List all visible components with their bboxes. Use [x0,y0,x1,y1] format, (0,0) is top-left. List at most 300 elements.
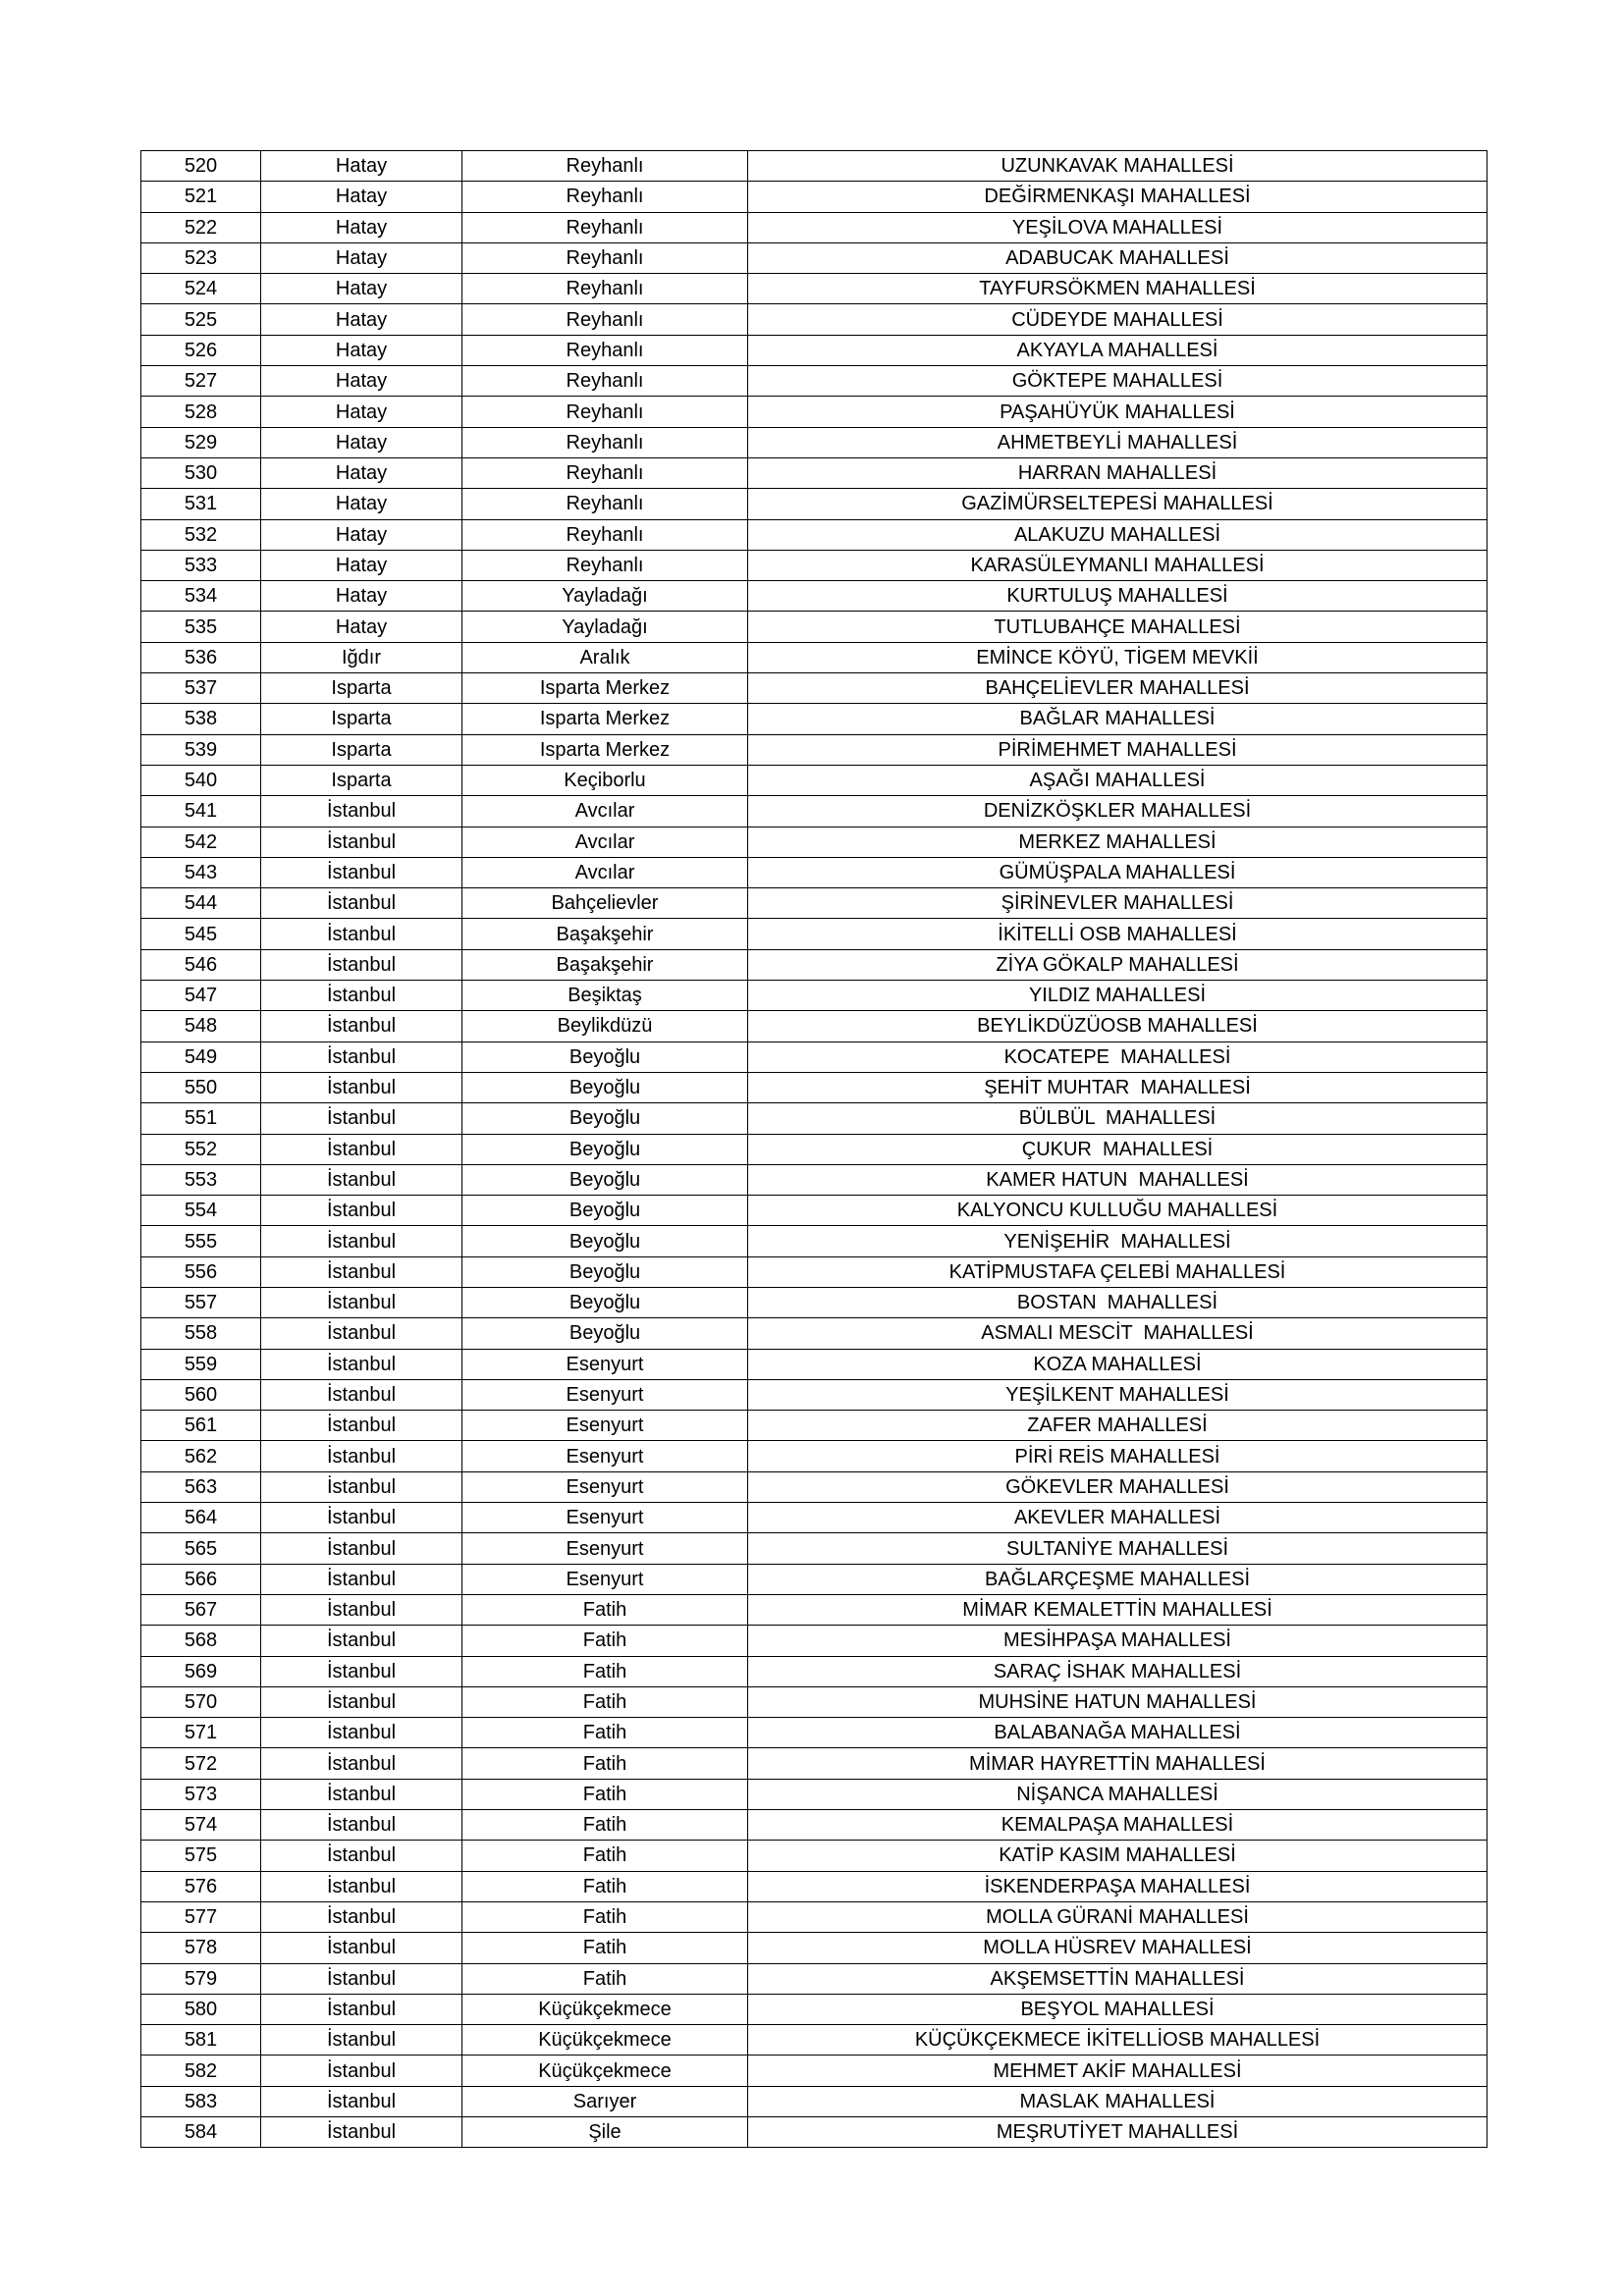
neighbourhood-cell: KAMER HATUN MAHALLESİ [748,1164,1488,1195]
table-row [141,212,1488,242]
province-cell: İstanbul [261,1594,462,1625]
neighbourhood-cell: ZİYA GÖKALP MAHALLESİ [748,949,1488,980]
table-row [141,1533,1488,1564]
row-number-cell: 551 [141,1103,261,1134]
table-row [141,1963,1488,1994]
province-cell: İstanbul [261,1994,462,2024]
district-cell: Isparta Merkez [462,734,748,765]
row-number-cell: 539 [141,734,261,765]
neighbourhood-cell: ÇUKUR MAHALLESİ [748,1134,1488,1164]
neighbourhood-cell: NİŞANCA MAHALLESİ [748,1779,1488,1809]
row-number-cell: 570 [141,1686,261,1717]
province-cell: İstanbul [261,1226,462,1256]
row-number-cell: 572 [141,1748,261,1779]
table-row [141,981,1488,1011]
province-cell: İstanbul [261,1748,462,1779]
row-number-cell: 549 [141,1041,261,1072]
province-cell: İstanbul [261,981,462,1011]
district-cell: Esenyurt [462,1533,748,1564]
table-row [141,1349,1488,1379]
table-row [141,274,1488,304]
district-cell: Beyoğlu [462,1196,748,1226]
district-cell: Beyoğlu [462,1134,748,1164]
neighbourhood-cell: AKŞEMSETTİN MAHALLESİ [748,1963,1488,1994]
district-cell: Reyhanlı [462,427,748,457]
district-cell: Reyhanlı [462,182,748,212]
neighbourhood-cell: SULTANİYE MAHALLESİ [748,1533,1488,1564]
table-row [141,2117,1488,2148]
province-cell: İstanbul [261,919,462,949]
district-cell: Beyoğlu [462,1256,748,1287]
table-row [141,673,1488,704]
table-row [141,304,1488,335]
district-cell: Yayladağı [462,581,748,612]
neighbourhood-table [140,150,1488,2148]
district-cell: Reyhanlı [462,489,748,519]
neighbourhood-cell: KÜÇÜKÇEKMECE İKİTELLİOSB MAHALLESİ [748,2025,1488,2056]
district-cell: Beyoğlu [462,1318,748,1349]
province-cell: Hatay [261,335,462,365]
neighbourhood-cell: MOLLA HÜSREV MAHALLESİ [748,1933,1488,1963]
row-number-cell: 530 [141,457,261,488]
district-cell: Başakşehir [462,949,748,980]
table-row [141,765,1488,795]
row-number-cell: 541 [141,796,261,827]
table-row [141,734,1488,765]
row-number-cell: 559 [141,1349,261,1379]
district-cell: Beylikdüzü [462,1011,748,1041]
district-cell: Avcılar [462,796,748,827]
row-number-cell: 577 [141,1901,261,1932]
neighbourhood-cell: AKYAYLA MAHALLESİ [748,335,1488,365]
row-number-cell: 565 [141,1533,261,1564]
row-number-cell: 554 [141,1196,261,1226]
district-cell: Fatih [462,1748,748,1779]
row-number-cell: 545 [141,919,261,949]
neighbourhood-cell: MASLAK MAHALLESİ [748,2086,1488,2116]
table-row [141,1041,1488,1072]
table-row [141,1256,1488,1287]
neighbourhood-cell: KALYONCU KULLUĞU MAHALLESİ [748,1196,1488,1226]
district-cell: Esenyurt [462,1379,748,1410]
row-number-cell: 552 [141,1134,261,1164]
table-row [141,366,1488,397]
district-cell: Reyhanlı [462,519,748,550]
district-cell: Fatih [462,1594,748,1625]
neighbourhood-cell: MUHSİNE HATUN MAHALLESİ [748,1686,1488,1717]
district-cell: Isparta Merkez [462,704,748,734]
province-cell: İstanbul [261,2117,462,2148]
neighbourhood-cell: BAĞLAR MAHALLESİ [748,704,1488,734]
row-number-cell: 579 [141,1963,261,1994]
neighbourhood-cell: İSKENDERPAŞA MAHALLESİ [748,1871,1488,1901]
row-number-cell: 583 [141,2086,261,2116]
province-cell: İstanbul [261,1871,462,1901]
province-cell: İstanbul [261,796,462,827]
table-row [141,1441,1488,1471]
row-number-cell: 547 [141,981,261,1011]
province-cell: İstanbul [261,2025,462,2056]
province-cell: İstanbul [261,1287,462,1317]
table-row [141,457,1488,488]
row-number-cell: 558 [141,1318,261,1349]
province-cell: İstanbul [261,1626,462,1656]
district-cell: Fatih [462,1779,748,1809]
province-cell: İstanbul [261,1718,462,1748]
province-cell: Hatay [261,242,462,273]
district-cell: Fatih [462,1901,748,1932]
neighbourhood-cell: YENİŞEHİR MAHALLESİ [748,1226,1488,1256]
district-cell: Fatih [462,1871,748,1901]
row-number-cell: 543 [141,857,261,887]
row-number-cell: 555 [141,1226,261,1256]
table-row [141,550,1488,580]
table-row [141,519,1488,550]
neighbourhood-cell: TUTLUBAHÇE MAHALLESİ [748,612,1488,642]
district-cell: Beyoğlu [462,1041,748,1072]
row-number-cell: 536 [141,642,261,672]
neighbourhood-cell: BÜLBÜL MAHALLESİ [748,1103,1488,1134]
district-cell: Esenyurt [462,1503,748,1533]
table-row [141,1564,1488,1594]
neighbourhood-cell: ADABUCAK MAHALLESİ [748,242,1488,273]
table-row [141,612,1488,642]
province-cell: İstanbul [261,1933,462,1963]
neighbourhood-cell: ZAFER MAHALLESİ [748,1411,1488,1441]
table-row [141,1656,1488,1686]
province-cell: Isparta [261,734,462,765]
row-number-cell: 534 [141,581,261,612]
row-number-cell: 578 [141,1933,261,1963]
district-cell: Fatih [462,1933,748,1963]
table-row [141,1226,1488,1256]
row-number-cell: 561 [141,1411,261,1441]
province-cell: Iğdır [261,642,462,672]
province-cell: Hatay [261,489,462,519]
row-number-cell: 522 [141,212,261,242]
province-cell: Hatay [261,457,462,488]
district-cell: Avcılar [462,827,748,857]
neighbourhood-cell: CÜDEYDE MAHALLESİ [748,304,1488,335]
neighbourhood-cell: İKİTELLİ OSB MAHALLESİ [748,919,1488,949]
table-row [141,242,1488,273]
row-number-cell: 542 [141,827,261,857]
province-cell: İstanbul [261,2086,462,2116]
neighbourhood-cell: BALABANAĞA MAHALLESİ [748,1718,1488,1748]
province-cell: Hatay [261,550,462,580]
province-cell: Hatay [261,581,462,612]
neighbourhood-cell: ŞEHİT MUHTAR MAHALLESİ [748,1072,1488,1102]
province-cell: İstanbul [261,1349,462,1379]
district-cell: Aralık [462,642,748,672]
table-row [141,1379,1488,1410]
district-cell: Esenyurt [462,1441,748,1471]
neighbourhood-cell: KOCATEPE MAHALLESİ [748,1041,1488,1072]
province-cell: İstanbul [261,1841,462,1871]
province-cell: Isparta [261,673,462,704]
province-cell: Hatay [261,151,462,182]
row-number-cell: 556 [141,1256,261,1287]
province-cell: İstanbul [261,1318,462,1349]
district-cell: Yayladağı [462,612,748,642]
district-cell: Esenyurt [462,1564,748,1594]
province-cell: Isparta [261,704,462,734]
neighbourhood-cell: BAHÇELİEVLER MAHALLESİ [748,673,1488,704]
row-number-cell: 533 [141,550,261,580]
table-row [141,1103,1488,1134]
neighbourhood-cell: AKEVLER MAHALLESİ [748,1503,1488,1533]
row-number-cell: 527 [141,366,261,397]
province-cell: İstanbul [261,1656,462,1686]
row-number-cell: 560 [141,1379,261,1410]
row-number-cell: 562 [141,1441,261,1471]
neighbourhood-cell: BAĞLARÇEŞME MAHALLESİ [748,1564,1488,1594]
neighbourhood-cell: KARASÜLEYMANLI MAHALLESİ [748,550,1488,580]
district-cell: Fatih [462,1656,748,1686]
table-row [141,1686,1488,1717]
province-cell: İstanbul [261,1779,462,1809]
province-cell: Hatay [261,427,462,457]
table-row [141,1072,1488,1102]
district-cell: Başakşehir [462,919,748,949]
neighbourhood-cell: YEŞİLKENT MAHALLESİ [748,1379,1488,1410]
table-body [141,151,1488,2148]
table-row [141,1503,1488,1533]
neighbourhood-cell: KOZA MAHALLESİ [748,1349,1488,1379]
table-row [141,1810,1488,1841]
row-number-cell: 573 [141,1779,261,1809]
table-row [141,1134,1488,1164]
table-row [141,1933,1488,1963]
table-row [141,1901,1488,1932]
table-row [141,888,1488,919]
row-number-cell: 544 [141,888,261,919]
table-row [141,1011,1488,1041]
row-number-cell: 575 [141,1841,261,1871]
neighbourhood-cell: PİRİMEHMET MAHALLESİ [748,734,1488,765]
district-cell: Küçükçekmece [462,2056,748,2086]
province-cell: İstanbul [261,1901,462,1932]
province-cell: Hatay [261,519,462,550]
neighbourhood-cell: UZUNKAVAK MAHALLESİ [748,151,1488,182]
province-cell: İstanbul [261,827,462,857]
neighbourhood-cell: BOSTAN MAHALLESİ [748,1287,1488,1317]
row-number-cell: 525 [141,304,261,335]
province-cell: İstanbul [261,1810,462,1841]
table-row [141,1471,1488,1502]
district-cell: Reyhanlı [462,151,748,182]
table-row [141,1994,1488,2024]
neighbourhood-cell: KATİP KASIM MAHALLESİ [748,1841,1488,1871]
district-cell: Beyoğlu [462,1103,748,1134]
province-cell: İstanbul [261,1441,462,1471]
neighbourhood-cell: SARAÇ İSHAK MAHALLESİ [748,1656,1488,1686]
district-cell: Reyhanlı [462,366,748,397]
table-row [141,827,1488,857]
row-number-cell: 546 [141,949,261,980]
row-number-cell: 584 [141,2117,261,2148]
province-cell: İstanbul [261,1379,462,1410]
district-cell: Fatih [462,1963,748,1994]
row-number-cell: 580 [141,1994,261,2024]
table-row [141,182,1488,212]
province-cell: İstanbul [261,1072,462,1102]
table-row [141,1871,1488,1901]
neighbourhood-cell: ALAKUZU MAHALLESİ [748,519,1488,550]
table-row [141,2056,1488,2086]
row-number-cell: 576 [141,1871,261,1901]
district-cell: Reyhanlı [462,304,748,335]
table-row [141,1287,1488,1317]
province-cell: İstanbul [261,1196,462,1226]
district-cell: Reyhanlı [462,397,748,427]
table-row [141,397,1488,427]
province-cell: İstanbul [261,1011,462,1041]
table-row [141,335,1488,365]
province-cell: Isparta [261,765,462,795]
district-cell: Beyoğlu [462,1287,748,1317]
district-cell: Fatih [462,1718,748,1748]
district-cell: Fatih [462,1626,748,1656]
province-cell: Hatay [261,212,462,242]
neighbourhood-cell: GÜMÜŞPALA MAHALLESİ [748,857,1488,887]
table-row [141,1841,1488,1871]
table-row [141,796,1488,827]
district-cell: Beşiktaş [462,981,748,1011]
district-cell: Reyhanlı [462,242,748,273]
neighbourhood-cell: BEYLİKDÜZÜOSB MAHALLESİ [748,1011,1488,1041]
province-cell: Hatay [261,182,462,212]
district-cell: Reyhanlı [462,335,748,365]
province-cell: İstanbul [261,1503,462,1533]
neighbourhood-cell: AHMETBEYLİ MAHALLESİ [748,427,1488,457]
row-number-cell: 564 [141,1503,261,1533]
district-cell: Beyoğlu [462,1226,748,1256]
district-cell: Sarıyer [462,2086,748,2116]
row-number-cell: 520 [141,151,261,182]
table-row [141,949,1488,980]
neighbourhood-cell: AŞAĞI MAHALLESİ [748,765,1488,795]
table-row [141,1626,1488,1656]
row-number-cell: 531 [141,489,261,519]
province-cell: İstanbul [261,1164,462,1195]
neighbourhood-cell: KURTULUŞ MAHALLESİ [748,581,1488,612]
table-row [141,2086,1488,2116]
district-cell: Beyoğlu [462,1072,748,1102]
row-number-cell: 568 [141,1626,261,1656]
table-row [141,1594,1488,1625]
row-number-cell: 574 [141,1810,261,1841]
neighbourhood-cell: GÖKEVLER MAHALLESİ [748,1471,1488,1502]
row-number-cell: 569 [141,1656,261,1686]
district-cell: Şile [462,2117,748,2148]
row-number-cell: 532 [141,519,261,550]
table-row [141,1718,1488,1748]
neighbourhood-cell: GAZİMÜRSELTEPESİ MAHALLESİ [748,489,1488,519]
province-cell: Hatay [261,397,462,427]
district-cell: Reyhanlı [462,550,748,580]
row-number-cell: 553 [141,1164,261,1195]
neighbourhood-cell: ŞİRİNEVLER MAHALLESİ [748,888,1488,919]
district-cell: Reyhanlı [462,457,748,488]
row-number-cell: 557 [141,1287,261,1317]
district-cell: Fatih [462,1686,748,1717]
neighbourhood-cell: MOLLA GÜRANİ MAHALLESİ [748,1901,1488,1932]
district-cell: Küçükçekmece [462,1994,748,2024]
row-number-cell: 538 [141,704,261,734]
row-number-cell: 529 [141,427,261,457]
neighbourhood-cell: ASMALI MESCİT MAHALLESİ [748,1318,1488,1349]
district-cell: Isparta Merkez [462,673,748,704]
table-row [141,1748,1488,1779]
province-cell: Hatay [261,274,462,304]
row-number-cell: 571 [141,1718,261,1748]
province-cell: İstanbul [261,1256,462,1287]
district-cell: Fatih [462,1841,748,1871]
province-cell: İstanbul [261,1533,462,1564]
district-cell: Esenyurt [462,1349,748,1379]
district-cell: Reyhanlı [462,274,748,304]
table-row [141,581,1488,612]
neighbourhood-cell: DEĞİRMENKAŞI MAHALLESİ [748,182,1488,212]
table-row [141,1318,1488,1349]
row-number-cell: 523 [141,242,261,273]
row-number-cell: 563 [141,1471,261,1502]
province-cell: Hatay [261,366,462,397]
table-row [141,1164,1488,1195]
row-number-cell: 535 [141,612,261,642]
neighbourhood-cell: PİRİ REİS MAHALLESİ [748,1441,1488,1471]
table-row [141,1411,1488,1441]
row-number-cell: 540 [141,765,261,795]
neighbourhood-cell: MİMAR HAYRETTİN MAHALLESİ [748,1748,1488,1779]
province-cell: İstanbul [261,857,462,887]
neighbourhood-cell: MERKEZ MAHALLESİ [748,827,1488,857]
row-number-cell: 581 [141,2025,261,2056]
table-row [141,489,1488,519]
row-number-cell: 521 [141,182,261,212]
province-cell: İstanbul [261,1686,462,1717]
province-cell: İstanbul [261,1134,462,1164]
row-number-cell: 528 [141,397,261,427]
province-cell: İstanbul [261,1103,462,1134]
row-number-cell: 566 [141,1564,261,1594]
province-cell: İstanbul [261,949,462,980]
neighbourhood-cell: DENİZKÖŞKLER MAHALLESİ [748,796,1488,827]
row-number-cell: 524 [141,274,261,304]
neighbourhood-cell: HARRAN MAHALLESİ [748,457,1488,488]
neighbourhood-cell: MİMAR KEMALETTİN MAHALLESİ [748,1594,1488,1625]
table-row [141,427,1488,457]
table-row [141,2025,1488,2056]
province-cell: İstanbul [261,1411,462,1441]
district-cell: Reyhanlı [462,212,748,242]
row-number-cell: 567 [141,1594,261,1625]
district-cell: Küçükçekmece [462,2025,748,2056]
table-row [141,1779,1488,1809]
row-number-cell: 548 [141,1011,261,1041]
district-cell: Bahçelievler [462,888,748,919]
table-row [141,151,1488,182]
neighbourhood-cell: MEŞRUTİYET MAHALLESİ [748,2117,1488,2148]
province-cell: Hatay [261,612,462,642]
district-cell: Fatih [462,1810,748,1841]
neighbourhood-cell: GÖKTEPE MAHALLESİ [748,366,1488,397]
district-cell: Keçiborlu [462,765,748,795]
district-cell: Esenyurt [462,1411,748,1441]
row-number-cell: 526 [141,335,261,365]
district-cell: Esenyurt [462,1471,748,1502]
